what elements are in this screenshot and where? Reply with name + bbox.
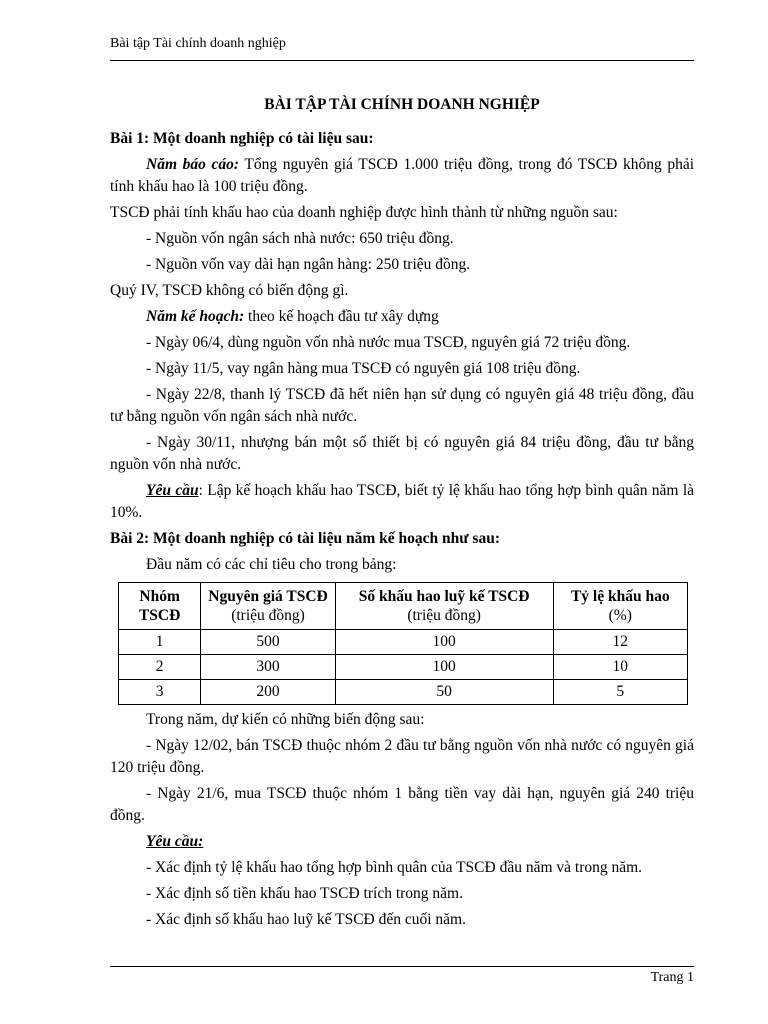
table-row — [119, 655, 688, 680]
table-cell: 1 — [119, 630, 201, 655]
bai1-quy-iv: Quý IV, TSCĐ không có biến động gì. — [110, 282, 349, 299]
col-header-sub: (triệu đồng) — [407, 607, 481, 624]
bai2-yeu-cau-label: Yêu cầu: — [146, 833, 204, 850]
bai1-event-4: - Ngày 30/11, nhượng bán một số thiết bị có nguyên giá 84 triệu đồng, đầu tư bằng nguồn vốn nhà nước. — [110, 434, 694, 473]
table-row — [119, 630, 688, 655]
nam-bao-cao-text: Tổng nguyên giá TSCĐ 1.000 triệu đồng, trong đó TSCĐ không phải tính khấu hao là 100 triệu đồng. — [110, 156, 694, 195]
table-cell: 50 — [335, 680, 553, 705]
bai1-nguon-1: - Nguồn vốn ngân sách nhà nước: 650 triệu đồng. — [146, 230, 454, 247]
bai1-event-2: - Ngày 11/5, vay ngân hàng mua TSCĐ có nguyên giá 108 triệu đồng. — [146, 360, 581, 377]
bai2-intro: Đầu năm có các chỉ tiêu cho trong bảng: — [146, 556, 397, 573]
page-header: Bài tập Tài chính doanh nghiệp — [110, 36, 286, 51]
document-body — [110, 94, 694, 935]
table-cell: 100 — [335, 630, 553, 655]
bai1-nguon-intro: TSCĐ phải tính khấu hao của doanh nghiệp được hình thành từ những nguồn sau: — [110, 204, 618, 221]
bai2-event-1: - Ngày 12/02, bán TSCĐ thuộc nhóm 2 đầu tư bằng nguồn vốn nhà nước có nguyên giá 120 triệu đồng. — [110, 737, 694, 776]
bai2-req-2: - Xác định số tiền khấu hao TSCĐ trích trong năm. — [146, 885, 463, 902]
header-divider — [110, 60, 694, 61]
bai1-event-3: - Ngày 22/8, thanh lý TSCĐ đã hết niên hạn sử dụng có nguyên giá 48 triệu đồng, đầu tư bằng nguồn vốn ngân sách nhà nước. — [110, 386, 694, 425]
col-header-sub: (%) — [608, 607, 632, 624]
col-header-text: Nguyên giá TSCĐ — [208, 588, 328, 605]
tscd-table — [118, 582, 688, 705]
table-cell: 500 — [201, 630, 335, 655]
table-cell: 12 — [553, 630, 687, 655]
bai2-event-2: - Ngày 21/6, mua TSCĐ thuộc nhóm 1 bằng tiền vay dài hạn, nguyên giá 240 triệu đồng. — [110, 785, 694, 824]
table-cell: 100 — [335, 655, 553, 680]
col-header-khau-hao-luy-ke — [335, 583, 553, 630]
bai2-req-1: - Xác định tỷ lệ khấu hao tổng hợp bình quân của TSCĐ đầu năm và trong năm. — [146, 859, 643, 876]
table-row — [119, 680, 688, 705]
table-cell: 300 — [201, 655, 335, 680]
col-header-nhom — [119, 583, 201, 630]
col-header-text: Tỷ lệ khấu hao — [570, 588, 670, 605]
bai2-yeu-cau — [110, 831, 694, 853]
col-header-sub: (triệu đồng) — [231, 607, 305, 624]
table-cell: 10 — [553, 655, 687, 680]
col-header-nguyen-gia — [201, 583, 335, 630]
col-header-ty-le — [553, 583, 687, 630]
nam-bao-cao-label: Năm báo cáo: — [146, 156, 240, 173]
bai2-req-3: - Xác định số khấu hao luỹ kế TSCĐ đến cuối năm. — [146, 911, 466, 928]
page-number: Trang 1 — [650, 970, 694, 985]
col-header-text: Nhóm TSCĐ — [138, 588, 181, 624]
table-cell: 2 — [119, 655, 201, 680]
table-cell: 3 — [119, 680, 201, 705]
bai1-nam-bao-cao — [110, 154, 694, 198]
table-cell: 5 — [553, 680, 687, 705]
table-header-row — [119, 583, 688, 630]
document-title: BÀI TẬP TÀI CHÍNH DOANH NGHIỆP — [264, 96, 540, 113]
bai1-yeu-cau-label: Yêu cầu — [146, 482, 199, 499]
bai2-trong-nam: Trong năm, dự kiến có những biến động sau: — [146, 711, 425, 728]
bai1-nam-ke-hoach — [110, 306, 694, 328]
bai1-nguon-2: - Nguồn vốn vay dài hạn ngân hàng: 250 triệu đồng. — [146, 256, 471, 273]
bai1-event-1: - Ngày 06/4, dùng nguồn vốn nhà nước mua TSCĐ, nguyên giá 72 triệu đồng. — [146, 334, 631, 351]
nam-ke-hoach-label: Năm kế hoạch: — [146, 308, 245, 325]
col-header-text: Số khấu hao luỹ kế TSCĐ — [358, 588, 530, 605]
bai1-yeu-cau — [110, 480, 694, 524]
footer-divider — [110, 966, 694, 967]
table-cell: 200 — [201, 680, 335, 705]
nam-ke-hoach-text: theo kế hoạch đầu tư xây dựng — [244, 308, 439, 325]
bai1-heading: Bài 1: Một doanh nghiệp có tài liệu sau: — [110, 130, 374, 147]
bai2-heading: Bài 2: Một doanh nghiệp có tài liệu năm kế hoạch như sau: — [110, 530, 500, 547]
bai1-yeu-cau-text: : Lập kế hoạch khấu hao TSCĐ, biết tỷ lệ khấu hao tổng hợp bình quân năm là 10%. — [110, 482, 695, 521]
